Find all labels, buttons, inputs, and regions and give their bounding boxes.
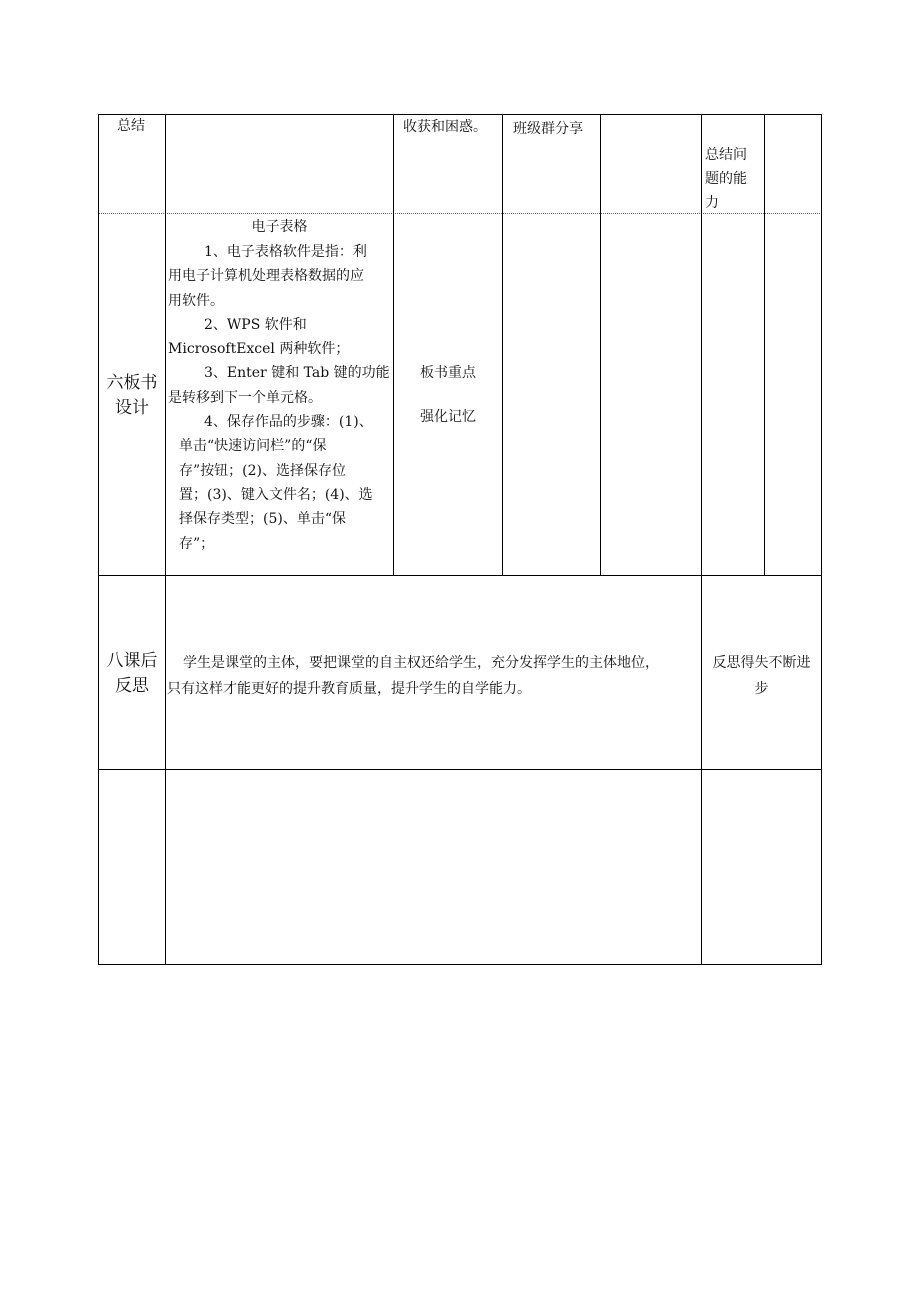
board-line: 用软件。 [168,292,224,309]
board-content-title: 电子表格 [251,219,308,235]
board-line: 单击“快速访问栏”的“保 [179,438,327,455]
column-divider-extra [764,114,765,575]
table-right-border [821,114,822,965]
summary-goal: 总结问 题的能 力 [705,147,747,211]
reflection-text: 学生是课堂的主体，要把课堂的自主权还给学生，充分发挥学生的主体地位， 只有这样才能更好的提升教育质量，提升学生的自学能力。 [167,655,659,697]
row-divider-board-reflection [98,575,822,576]
column-divider-method [600,114,601,575]
board-line: 2、WPS 软件和 [204,316,307,333]
table-left-border [98,114,99,965]
board-line: 存”； [179,535,215,552]
board-line: 是转移到下一个单元格。 [168,389,322,406]
row-divider-reflection-blank [98,769,822,770]
board-intent-2: 强化记忆 [420,409,476,425]
column-divider-label [165,114,166,965]
reflection-note: 反思得失不断进 步 [712,655,811,697]
reflection-row-label: 八课后 反思 [106,651,158,696]
column-divider-note [701,114,702,965]
board-content [168,240,390,556]
board-line: 置；(3)、键入文件名；(4)、选 [179,486,373,503]
table-bottom-border [98,964,822,965]
board-line: 1、电子表格软件是指：利 [204,244,367,260]
board-line: MicrosoftExcel 两种软件； [168,341,350,358]
board-row-label: 六板书 设计 [106,373,158,418]
summary-row-label: 总结 [117,118,145,134]
summary-method: 班级群分享 [513,121,583,137]
board-line: 存”按钮；(2)、选择保存位 [179,462,346,479]
board-intent-1: 板书重点 [420,365,476,381]
board-line: 4、保存作品的步骤：(1)、 [204,414,373,431]
board-line: 用电子计算机处理表格数据的应 [168,268,364,285]
board-line: 择保存类型；(5)、单击“保 [179,511,346,528]
column-divider-content [393,114,394,575]
summary-activity: 收获和困惑。 [403,119,487,135]
column-divider-intent [502,114,503,575]
board-line: 3、Enter 键和 Tab 键的功能 [204,365,390,382]
